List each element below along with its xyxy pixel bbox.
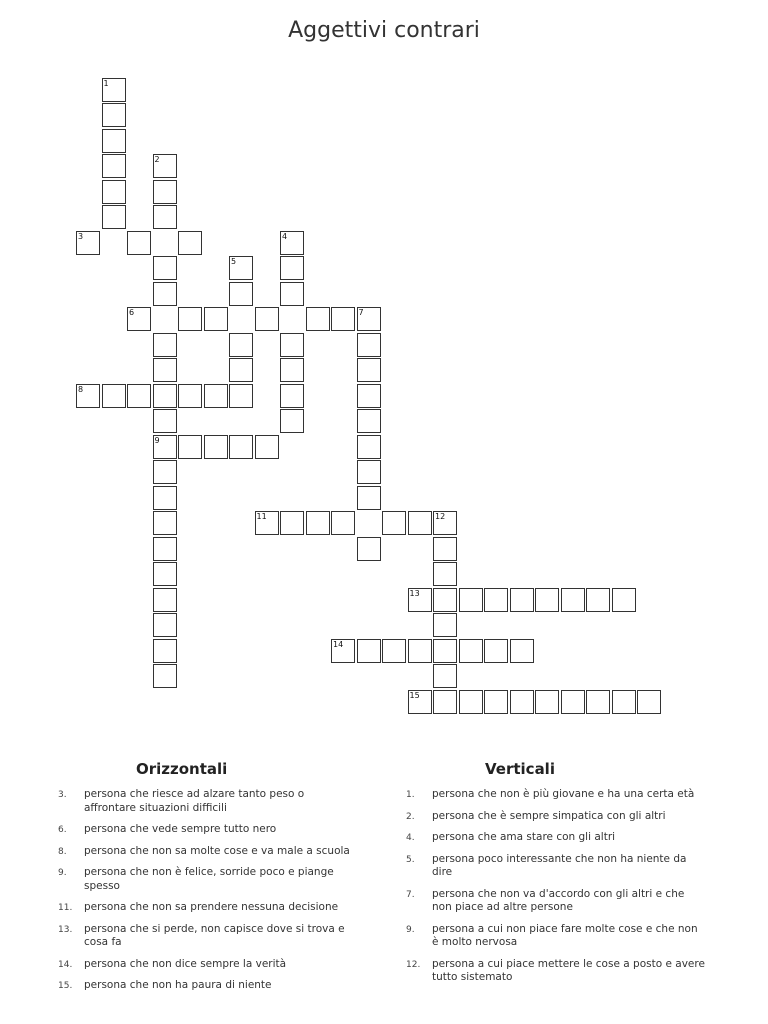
grid-cell[interactable] [561,588,585,612]
grid-cell[interactable] [102,384,126,408]
clue-number: 7 [358,308,364,317]
down-clue [406,810,706,824]
clue-text: persona a cui non piace fare molte cose e che non è molto nervosa [432,922,698,948]
clue-number: 1 [103,78,109,88]
across-clue-list [58,788,358,1001]
grid-cell[interactable] [153,588,177,612]
grid-cell[interactable] [102,103,126,127]
clue-text: persona che ama stare con gli altri [432,831,616,843]
clue-number: 6. [58,825,67,835]
grid-cell[interactable] [153,333,177,357]
grid-cell[interactable] [382,639,406,663]
grid-cell[interactable] [408,511,432,535]
grid-cell[interactable] [535,588,559,612]
page-title: Aggettivi contrari [288,18,480,43]
grid-cell[interactable] [153,282,177,306]
grid-cell[interactable] [459,639,483,663]
clue-number: 5 [231,257,237,266]
clue-text: persona che vede sempre tutto nero [84,823,277,835]
grid-cell[interactable] [433,588,457,612]
grid-cell[interactable] [433,562,457,586]
clue-number: 4. [406,833,415,843]
grid-cell[interactable] [433,537,457,561]
down-clue [406,958,706,985]
clue-number: 7. [406,889,415,900]
grid-cell[interactable] [408,690,432,714]
grid-cell[interactable] [127,231,151,255]
down-clue [406,831,706,845]
grid-cell[interactable] [153,435,177,459]
grid-cell[interactable] [612,690,636,714]
grid-cell[interactable] [357,358,381,382]
across-clue [58,866,358,893]
grid-cell[interactable] [433,690,457,714]
grid-cell[interactable] [433,613,457,637]
grid-cell[interactable] [127,307,151,331]
grid-cell[interactable] [102,205,126,229]
grid-cell[interactable] [153,664,177,688]
grid-cell[interactable] [280,511,304,535]
grid-cell[interactable] [586,588,610,612]
grid-cell[interactable] [153,486,177,510]
grid-cell[interactable] [280,384,304,408]
grid-cell[interactable] [357,409,381,433]
grid-cell[interactable] [153,180,177,204]
grid-cell[interactable] [433,511,457,535]
down-clue-list [406,788,706,993]
grid-cell[interactable] [331,639,355,663]
down-clue [406,788,706,802]
down-clue [406,923,706,950]
grid-cell[interactable] [510,588,534,612]
grid-cell[interactable] [153,358,177,382]
grid-cell[interactable] [255,435,279,459]
clue-text: persona che riesce ad alzare tanto peso o affrontare situazioni difficili [84,788,305,814]
grid-cell[interactable] [357,435,381,459]
grid-cell[interactable] [102,129,126,153]
grid-cell[interactable] [357,460,381,484]
grid-cell[interactable] [153,537,177,561]
clue-text: persona che si perde, non capisce dove si trova e cosa fa [84,922,345,948]
clue-number: 13. [58,924,73,935]
clue-number: 5. [406,854,415,865]
clue-number: 3. [58,790,67,800]
clue-number: 11 [256,512,267,521]
grid-cell[interactable] [76,231,100,255]
clue-text: persona poco interessante che non ha niente da dire [432,852,687,878]
grid-cell[interactable] [153,460,177,484]
clue-number: 12. [406,959,421,970]
grid-cell[interactable] [153,205,177,229]
grid-cell[interactable] [280,358,304,382]
grid-cell[interactable] [637,690,661,714]
grid-cell[interactable] [76,384,100,408]
grid-cell[interactable] [561,690,585,714]
grid-cell[interactable] [357,639,381,663]
grid-cell[interactable] [102,78,126,102]
clue-number: 6 [129,308,135,317]
grid-cell[interactable] [331,511,355,535]
grid-cell[interactable] [229,282,253,306]
grid-cell[interactable] [153,562,177,586]
grid-cell[interactable] [178,231,202,255]
clue-number: 4 [282,231,288,241]
grid-cell[interactable] [357,384,381,408]
grid-cell[interactable] [229,435,253,459]
clue-text: persona che non sa prendere nessuna decisione [84,901,339,913]
clue-number: 14 [333,639,344,649]
grid-cell[interactable] [280,409,304,433]
grid-cell[interactable] [178,384,202,408]
clue-number: 2 [154,155,160,164]
grid-cell[interactable] [178,435,202,459]
grid-cell[interactable] [255,511,279,535]
grid-cell[interactable] [153,639,177,663]
grid-cell[interactable] [484,639,508,663]
clue-number: 9. [58,868,67,878]
grid-cell[interactable] [127,384,151,408]
grid-cell[interactable] [459,588,483,612]
grid-cell[interactable] [204,384,228,408]
grid-cell[interactable] [484,588,508,612]
across-clue [58,823,358,837]
clue-number: 15. [58,981,73,991]
down-header: Verticali [485,760,555,778]
grid-cell[interactable] [510,690,534,714]
across-clue [58,979,358,993]
grid-cell[interactable] [484,690,508,714]
grid-cell[interactable] [433,639,457,663]
grid-cell[interactable] [153,154,177,178]
down-clue [406,853,706,880]
grid-cell[interactable] [204,435,228,459]
across-clue [58,788,358,815]
grid-cell[interactable] [280,333,304,357]
grid-cell[interactable] [433,664,457,688]
across-clue [58,923,358,950]
grid-cell[interactable] [204,307,228,331]
grid-cell[interactable] [178,307,202,331]
grid-cell[interactable] [153,613,177,637]
clue-number: 2. [406,811,415,822]
across-header: Orizzontali [136,760,228,778]
clue-number: 3 [78,231,84,241]
grid-cell[interactable] [280,231,304,255]
clue-number: 13 [409,588,420,598]
grid-cell[interactable] [535,690,559,714]
grid-cell[interactable] [229,256,253,280]
clue-text: persona che non è felice, sorride poco e piange spesso [84,866,334,892]
grid-cell[interactable] [229,384,253,408]
grid-cell[interactable] [280,256,304,280]
clue-text: persona a cui piace mettere le cose a posto e avere tutto sistemato [432,957,705,983]
clue-text: persona che non ha paura di niente [84,979,272,991]
grid-cell[interactable] [510,639,534,663]
across-clue [58,845,358,859]
grid-cell[interactable] [153,409,177,433]
grid-cell[interactable] [586,690,610,714]
clue-number: 1. [406,790,415,800]
grid-cell[interactable] [357,486,381,510]
grid-cell[interactable] [357,307,381,331]
grid-cell[interactable] [382,511,406,535]
grid-cell[interactable] [153,511,177,535]
clue-number: 12 [435,512,446,521]
grid-cell[interactable] [102,180,126,204]
clue-number: 9. [406,924,415,935]
clue-number: 8. [58,846,67,857]
grid-cell[interactable] [229,358,253,382]
grid-cell[interactable] [612,588,636,612]
grid-cell[interactable] [153,256,177,280]
clue-text: persona che non è più giovane e ha una certa età [432,788,695,800]
clue-number: 15 [409,690,420,700]
grid-cell[interactable] [459,690,483,714]
grid-cell[interactable] [306,307,330,331]
grid-cell[interactable] [255,307,279,331]
grid-cell[interactable] [280,282,304,306]
grid-cell[interactable] [357,333,381,357]
clue-number: 8 [78,384,84,394]
down-clue [406,888,706,915]
clue-number: 9 [154,435,160,445]
clue-text: persona che non sa molte cose e va male a scuola [84,844,350,857]
clue-text: persona che non dice sempre la verità [84,957,287,970]
grid-cell[interactable] [102,154,126,178]
across-clue [58,901,358,915]
grid-cell[interactable] [357,537,381,561]
grid-cell[interactable] [331,307,355,331]
across-clue [58,958,358,972]
grid-cell[interactable] [229,333,253,357]
grid-cell[interactable] [153,384,177,408]
clue-number: 11. [58,903,73,913]
clue-number: 14. [58,959,73,970]
grid-cell[interactable] [408,588,432,612]
clue-text: persona che non va d'accordo con gli altri e che non piace ad altre persone [432,887,685,913]
grid-cell[interactable] [408,639,432,663]
grid-cell[interactable] [306,511,330,535]
clue-text: persona che è sempre simpatica con gli altri [432,809,666,822]
